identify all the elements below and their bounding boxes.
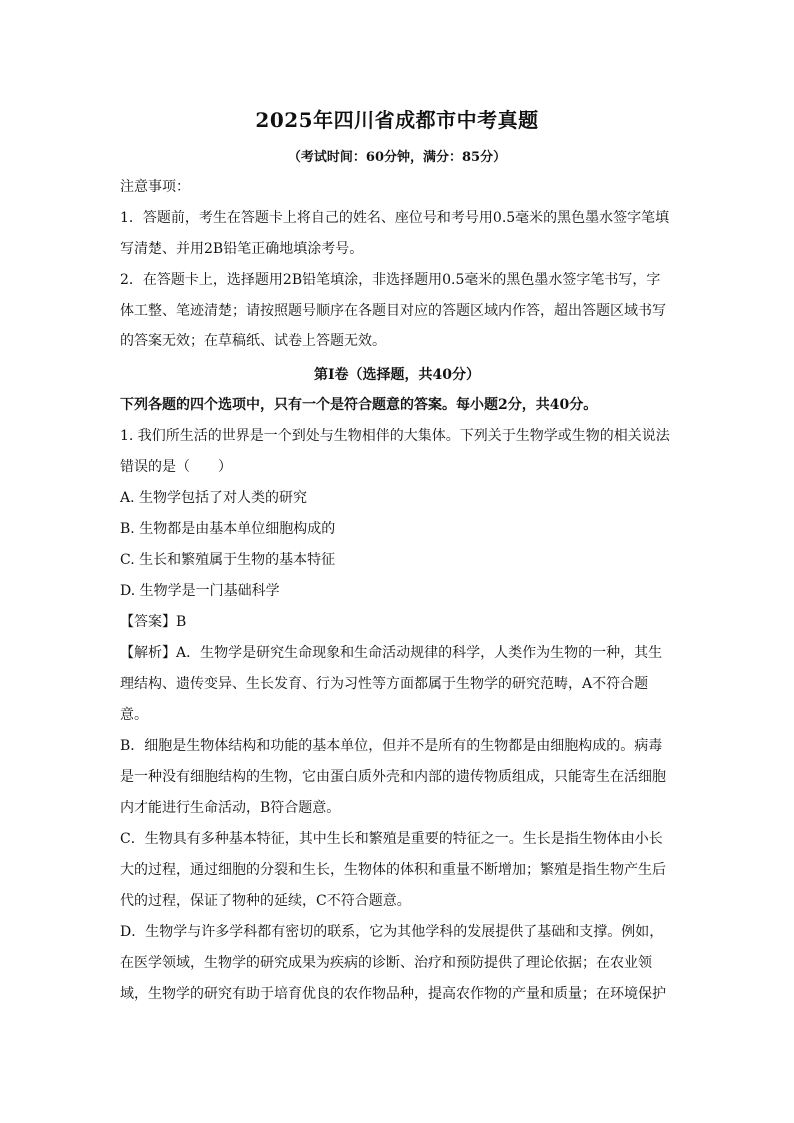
analysis-line: 域，生物学的研究有助于培育优良的农作物品种，提高农作物的产量和质量；在环境保护 <box>120 986 666 1002</box>
analysis-line: B．细胞是生物体结构和功能的基本单位，但并不是所有的生物都是由细胞构成的。病毒 <box>120 738 663 754</box>
analysis-line: 大的过程，通过细胞的分裂和生长，生物体的体积和重量不断增加；繁殖是指生物产生后 <box>120 862 666 878</box>
analysis-line: 理结构、遗传变异、生长发育、行为习性等方面都属于生物学的研究范畴，A不符合题 <box>120 676 649 692</box>
option-b: B. 生物都是由基本单位细胞构成的 <box>120 521 336 537</box>
analysis-line: 代的过程，保证了物种的延续，C不符合题意。 <box>120 893 411 909</box>
section-title: 第Ⅰ卷（选择题，共40分） <box>313 367 481 383</box>
notice-heading: 注意事项： <box>120 179 190 195</box>
analysis-line: 在医学领域，生物学的研究成果为疾病的诊断、治疗和预防提供了理论依据；在农业领 <box>120 955 652 971</box>
analysis-line: 是一种没有细胞结构的生物，它由蛋白质外壳和内部的遗传物质组成，只能寄生在活细胞 <box>120 769 666 785</box>
page-title: 2025年四川省成都市中考真题 <box>255 108 539 132</box>
notice-line: 2．在答题卡上，选择题用2B铅笔填涂，非选择题用0.5毫米的黑色墨水签字笔书写，字 <box>120 272 661 288</box>
exam-info: （考试时间：60分钟，满分：85分） <box>287 150 507 165</box>
option-a: A. 生物学包括了对人类的研究 <box>120 490 308 506</box>
option-d: D. 生物学是一门基础科学 <box>120 583 280 599</box>
notice-line: 1．答题前，考生在答题卡上将自己的姓名、座位号和考号用0.5毫米的黑色墨水签字笔填 <box>120 210 670 226</box>
analysis-line: D．生物学与许多学科都有密切的联系，它为其他学科的发展提供了基础和支撑。例如， <box>120 924 664 940</box>
analysis-line: 【解析】A．生物学是研究生命现象和生命活动规律的科学，人类作为生物的一种，其生 <box>120 645 663 661</box>
option-c: C. 生长和繁殖属于生物的基本特征 <box>120 552 336 568</box>
question-stem: 1. 我们所生活的世界是一个到处与生物相伴的大集体。下列关于生物学或生物的相关说法 <box>120 428 670 444</box>
analysis-line: C．生物具有多种基本特征，其中生长和繁殖是重要的特征之一。生长是指生物体由小长 <box>120 831 663 847</box>
analysis-line: 意。 <box>120 707 148 723</box>
notice-line: 的答案无效；在草稿纸、试卷上答题无效。 <box>120 333 386 349</box>
notice-line: 体工整、笔迹清楚；请按照题号顺序在各题目对应的答题区域内作答，超出答题区域书写 <box>120 303 666 319</box>
analysis-line: 内才能进行生命活动，B符合题意。 <box>120 800 341 816</box>
answer-line: 【答案】B <box>120 614 187 630</box>
notice-line: 写清楚、并用2B铅笔正确地填涂考号。 <box>120 241 364 257</box>
section-instruction: 下列各题的四个选项中，只有一个是符合题意的答案。每小题2分，共40分。 <box>120 397 598 413</box>
question-stem: 错误的是（ ） <box>120 459 232 475</box>
